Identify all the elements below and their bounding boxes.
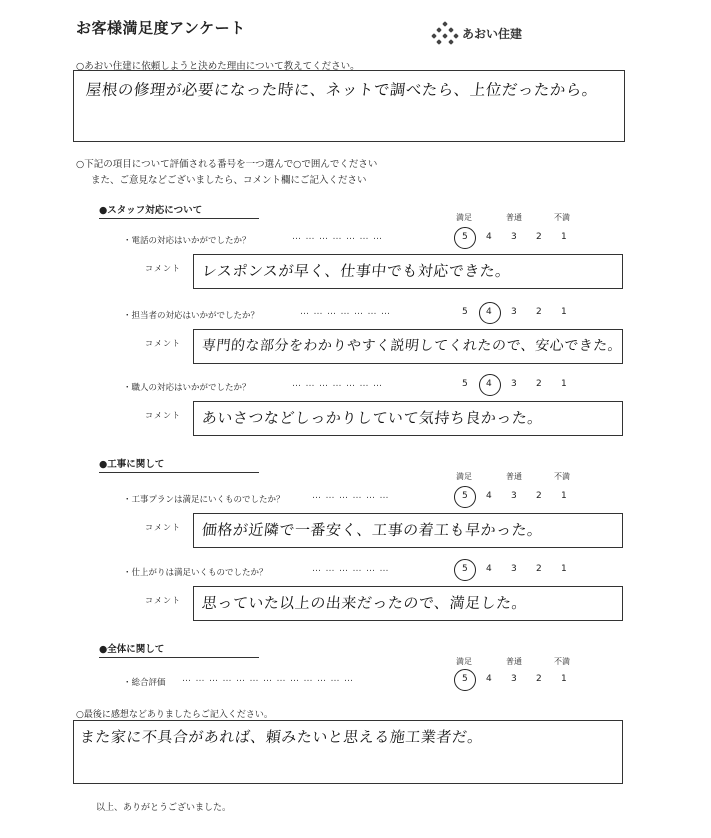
page-title: お客様満足度アンケート (76, 19, 246, 37)
rating-scale-phone[interactable] (462, 232, 582, 246)
scale-header-high: 満足 (456, 472, 472, 481)
scale-header-low: 不満 (554, 472, 570, 481)
comment-finish: 思っていた以上の出来だったので、満足した。 (201, 594, 529, 612)
rating-option[interactable]: 2 (536, 232, 542, 242)
question-overall: ・総合評価 (123, 678, 166, 688)
rating-option[interactable]: 1 (561, 307, 567, 317)
leader-dots: ………………………………… (182, 674, 358, 684)
rating-option[interactable]: 4 (486, 674, 492, 684)
instructions-line-1: ○下記の項目について評価される番号を一つ選んで○で囲んでください (76, 159, 378, 170)
selected-circle (454, 227, 476, 249)
rating-option[interactable]: 3 (511, 232, 517, 242)
rating-option[interactable]: 3 (511, 564, 517, 574)
rating-option[interactable]: 3 (511, 379, 517, 389)
scale-header (456, 656, 576, 668)
rating-scale-overall[interactable] (462, 674, 582, 688)
scale-header-high: 満足 (456, 657, 472, 666)
closing-text: 以上、ありがとうございました。 (96, 803, 232, 813)
rating-option[interactable]: 3 (511, 674, 517, 684)
rating-scale-plan[interactable] (462, 491, 582, 505)
final-answer: また家に不具合があれば、頼みたいと思える施工業者だ。 (79, 728, 484, 746)
comment-craftsman: あいさつなどしっかりしていて気持ち良かった。 (201, 409, 544, 427)
rating-option[interactable]: 1 (561, 564, 567, 574)
scale-header-high: 満足 (456, 213, 472, 222)
rating-option[interactable]: 1 (561, 674, 567, 684)
rating-option[interactable]: 4 (486, 232, 492, 242)
question-craftsman: ・職人の対応はいかがでしたか？ (123, 383, 251, 393)
rating-option[interactable]: 2 (536, 379, 542, 389)
rating-option[interactable]: 5 (462, 674, 468, 684)
selected-circle (454, 669, 476, 691)
selected-circle (479, 374, 501, 396)
rating-option[interactable]: 5 (462, 564, 468, 574)
section-heading-overall: ●全体に関して (99, 641, 259, 658)
rating-option[interactable]: 2 (536, 307, 542, 317)
rating-scale-finish[interactable] (462, 564, 582, 578)
rating-option[interactable]: 5 (462, 307, 468, 317)
rating-option[interactable]: 5 (462, 491, 468, 501)
scale-header (456, 471, 576, 483)
question-staff: ・担当者の対応はいかがでしたか？ (123, 311, 260, 321)
comment-plan: 価格が近隣で一番安く、工事の着工も早かった。 (201, 521, 544, 539)
scale-header-mid: 普通 (506, 657, 522, 666)
question-finish: ・仕上がりは満足いくものでしたか？ (123, 568, 268, 578)
leader-dots: ……………… (312, 564, 393, 574)
rating-option[interactable]: 1 (561, 232, 567, 242)
rating-option[interactable]: 4 (486, 307, 492, 317)
comment-label: コメント (145, 339, 181, 348)
question-plan: ・工事プランは満足にいくものでしたか？ (123, 495, 285, 505)
selected-circle (454, 486, 476, 508)
scale-header-low: 不満 (554, 657, 570, 666)
comment-staff: 専門的な部分をわかりやすく説明してくれたので、安心できた。 (201, 338, 623, 354)
rating-option[interactable]: 2 (536, 491, 542, 501)
rating-option[interactable]: 1 (561, 491, 567, 501)
section-heading-construction: ●工事に関して (99, 456, 259, 473)
company-logo (432, 22, 522, 44)
leader-dots: ……………… (312, 491, 393, 501)
comment-phone: レスポンスが早く、仕事中でも対応できた。 (201, 262, 512, 280)
rating-option[interactable]: 5 (462, 379, 468, 389)
rating-option[interactable]: 4 (486, 379, 492, 389)
question-phone: ・電話の対応はいかがでしたか？ (123, 236, 251, 246)
logo-text: あおい住建 (462, 26, 523, 41)
scale-header-mid: 普通 (506, 472, 522, 481)
leader-dots: ………………… (292, 232, 387, 242)
section-heading-staff: ●スタッフ対応について (99, 202, 259, 219)
reason-question: ○あおい住建に依頼しようと決めた理由について教えてください。 (76, 61, 360, 72)
rating-option[interactable]: 2 (536, 564, 542, 574)
comment-label: コメント (145, 523, 181, 532)
scale-header (456, 212, 576, 224)
selected-circle (454, 559, 476, 581)
comment-label: コメント (145, 596, 181, 605)
dots-diamond-logo-icon (432, 22, 458, 44)
leader-dots: ………………… (292, 379, 387, 389)
rating-option[interactable]: 4 (486, 564, 492, 574)
comment-label: コメント (145, 411, 181, 420)
selected-circle (479, 302, 501, 324)
rating-option[interactable]: 4 (486, 491, 492, 501)
scale-header-mid: 普通 (506, 213, 522, 222)
rating-option[interactable]: 3 (511, 491, 517, 501)
rating-option[interactable]: 1 (561, 379, 567, 389)
rating-option[interactable]: 2 (536, 674, 542, 684)
rating-option[interactable]: 3 (511, 307, 517, 317)
final-question: ○最後に感想などありましたらご記入ください。 (76, 710, 273, 720)
scale-header-low: 不満 (554, 213, 570, 222)
instructions-line-2: また、ご意見などございましたら、コメント欄にご記入ください (91, 175, 367, 186)
leader-dots: ………………… (300, 307, 395, 317)
rating-option[interactable]: 5 (462, 232, 468, 242)
comment-label: コメント (145, 264, 181, 273)
reason-answer: 屋根の修理が必要になった時に、ネットで調べたら、上位だったから。 (84, 81, 599, 99)
